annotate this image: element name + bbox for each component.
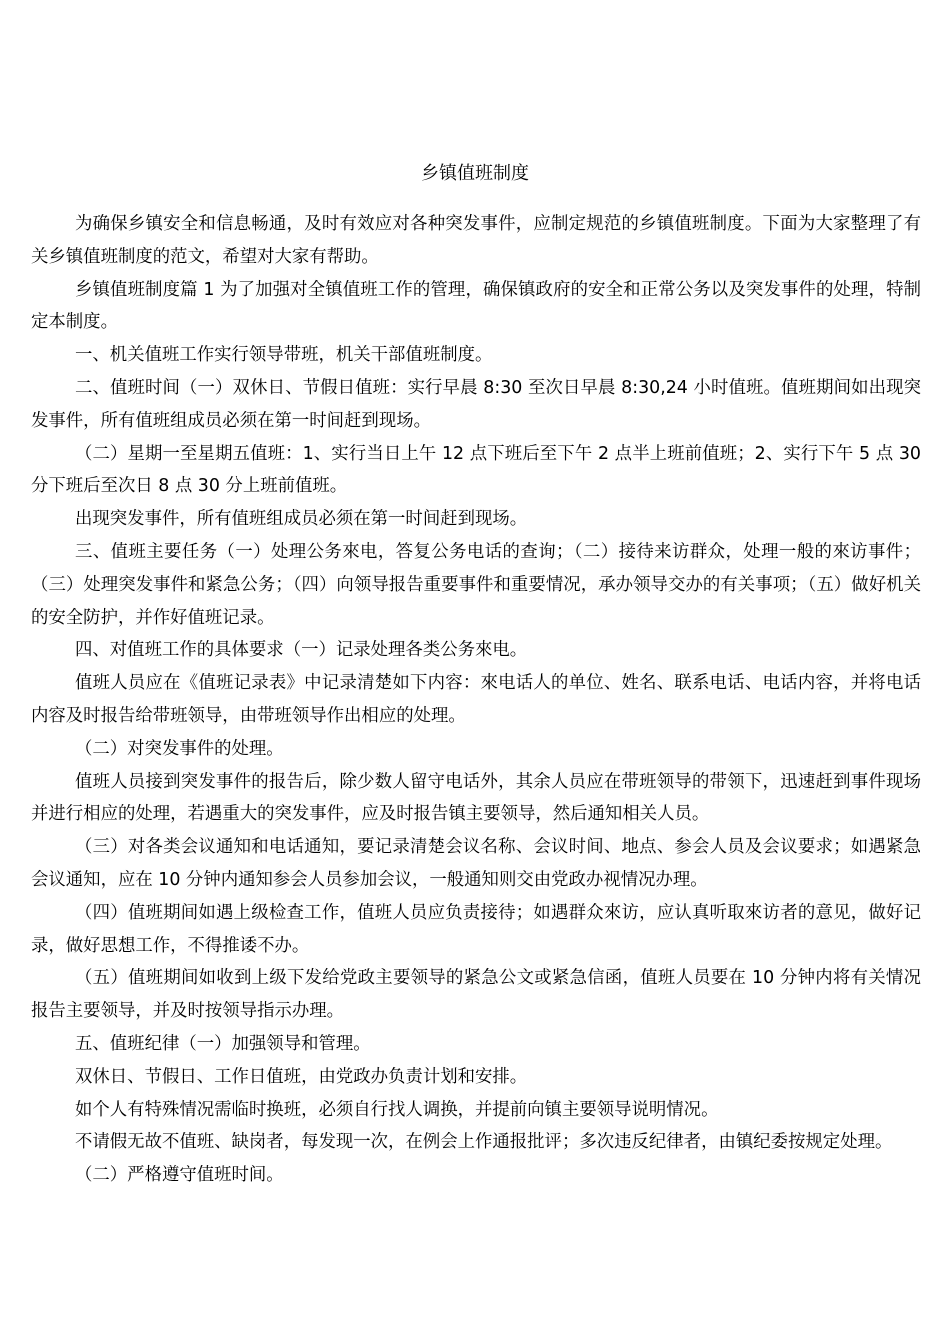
document-body	[31, 208, 921, 1192]
paragraph: 三、值班主要任务（一）处理公务來电，答复公务电话的查询；（二）接待来访群众，处理一般的來访事件；（三）处理突发事件和紧急公务；（四）向领导报告重要事件和重要情况，承办领导交办的有关事项；（五）做好机关的安全防护，并作好值班记录。	[31, 541, 921, 628]
paragraph: 出现突发事件，所有值班组成员必须在第一时间赶到现场。	[75, 509, 528, 530]
paragraph: 五、值班纪律（一）加强领导和管理。	[75, 1033, 371, 1054]
paragraph: 为确保乡镇安全和信息畅通，及时有效应对各种突发事件，应制定规范的乡镇值班制度。下面为大家整理了有关乡镇值班制度的范文，希望对大家有帮助。	[31, 214, 921, 267]
paragraph: 双休日、节假日、工作日值班，由党政办负责计划和安排。	[75, 1066, 528, 1087]
paragraph: 不请假无故不值班、缺岗者，每发现一次，在例会上作通报批评；多次违反纪律者，由镇纪委按规定处理。	[75, 1132, 893, 1153]
document-title: 乡镇值班制度	[421, 163, 529, 184]
paragraph: （三）对各类会议通知和电话通知，要记录清楚会议名称、会议时间、地点、参会人员及会议要求；如遇紧急会议通知，应在 10 分钟内通知参会人员参加会议，一般通知则交由党政办视情况办理。	[31, 837, 921, 890]
paragraph: 四、对值班工作的具体要求（一）记录处理各类公务來电。	[75, 640, 528, 661]
paragraph: 一、机关值班工作实行领导带班，机关干部值班制度。	[75, 345, 493, 366]
paragraph: （五）值班期间如收到上级下发给党政主要领导的紧急公文或紧急信函，值班人员要在 10 分钟内将有关情况报告主要领导，并及时按领导指示办理。	[31, 968, 921, 1022]
paragraph: 乡镇值班制度篇 1 为了加强对全镇值班工作的管理，确保镇政府的安全和正常公务以及突发事件的处理，特制定本制度。	[31, 279, 921, 333]
paragraph: 二、值班时间（一）双休日、节假日值班：实行早晨 8:30 至次日早晨 8:30,24 小时值班。值班期间如出现突发事件，所有值班组成员必须在第一时间赶到现场。	[31, 377, 921, 431]
paragraph: （四）值班期间如遇上级检查工作，值班人员应负责接待；如遇群众來访，应认真听取來访者的意见，做好记录，做好思想工作，不得推诿不办。	[31, 902, 921, 956]
paragraph: 如个人有特殊情况需临时换班，必须自行找人调换，并提前向镇主要领导说明情况。	[75, 1099, 719, 1120]
paragraph: （二）对突发事件的处理。	[75, 738, 284, 759]
paragraph: 值班人员应在《值班记录表》中记录清楚如下内容：來电话人的单位、姓名、联系电话、电话内容，并将电话内容及时报告给带班领导，由带班领导作出相应的处理。	[31, 673, 921, 726]
paragraph: 值班人员接到突发事件的报告后，除少数人留守电话外，其余人员应在带班领导的带领下，迅速赶到事件现场并进行相应的处理，若遇重大的突发事件，应及时报告镇主要领导，然后通知相关人员。	[31, 771, 921, 825]
paragraph: （二）星期一至星期五值班：1、实行当日上午 12 点下班后至下午 2 点半上班前值班；2、实行下午 5 点 30 分下班后至次日 8 点 30 分上班前值班。	[31, 443, 921, 497]
paragraph: （二）严格遵守值班时间。	[75, 1165, 284, 1186]
